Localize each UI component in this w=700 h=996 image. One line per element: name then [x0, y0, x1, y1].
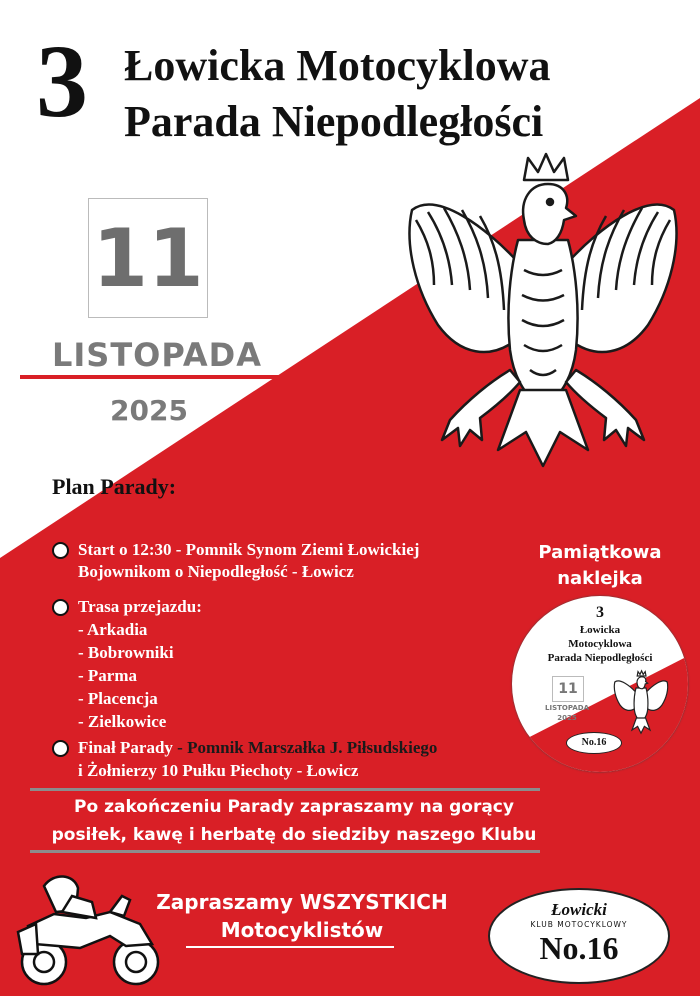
sticker-label-1: Pamiątkowa — [538, 542, 662, 563]
final-place-1: - Pomnik Marszałka J. Piłsudskiego — [177, 738, 438, 757]
route-stop: - Zielkowice — [78, 712, 167, 731]
final-place-2: i Żołnierzy 10 Pułku Piechoty - Łowicz — [78, 761, 359, 780]
plan-title: Plan Parady: — [52, 474, 177, 499]
final-label: Finał Parady — [78, 738, 173, 757]
bullet-icon — [52, 599, 69, 616]
title-line-2: Parada Niepodległości — [124, 97, 544, 146]
route-stop: - Bobrowniki — [78, 643, 174, 662]
route-stop: - Arkadia — [78, 620, 148, 639]
route-stop: - Parma — [78, 666, 138, 685]
sticker-disc — [512, 596, 688, 772]
club-name: Łowicki — [551, 900, 607, 919]
date-month: LISTOPADA — [52, 336, 262, 374]
club-subtitle: KLUB MOTOCYKLOWY — [530, 920, 628, 929]
sticker-line-1: Łowicka — [579, 624, 621, 636]
date-year: 2025 — [110, 394, 188, 427]
invite-line-1: Zapraszamy WSZYSTKICH — [156, 890, 448, 914]
info-rule-top — [30, 788, 540, 791]
route-stop: - Placencja — [78, 689, 158, 708]
sticker-club-number: No.16 — [566, 732, 622, 754]
route-label: Trasa przejazdu: — [78, 597, 202, 616]
start-place-1: - Pomnik Synom Ziemi Łowickiej — [175, 540, 420, 559]
sticker-day: 11 — [552, 676, 584, 702]
white-eagle-icon — [398, 150, 688, 480]
info-line-2: posiłek, kawę i herbatę do siedziby naszego Klubu — [51, 825, 537, 845]
sticker-month: LISTOPADA — [545, 704, 589, 712]
sticker-line-3: Parada Niepodległości — [547, 652, 653, 664]
club-number: No.16 — [539, 930, 619, 966]
invite-line-2: Motocyklistów — [220, 918, 384, 942]
start-line — [78, 539, 419, 561]
bullet-icon — [52, 542, 69, 559]
sticker-number: 3 — [596, 604, 604, 621]
info-line-1: Po zakończeniu Parady zapraszamy na gorący — [74, 797, 514, 817]
bullet-icon — [52, 740, 69, 757]
info-rule-bottom — [30, 850, 540, 853]
invite-underline — [186, 946, 394, 948]
sticker-label — [512, 540, 688, 592]
sticker-line-2: Motocyklowa — [568, 638, 632, 650]
date-day: 11 — [88, 198, 208, 318]
sticker-year: 2025 — [557, 714, 577, 722]
start-label: Start o 12:30 — [78, 540, 172, 559]
sticker-label-2: naklejka — [557, 568, 643, 589]
start-place-2: Bojownikom o Niepodległość - Łowicz — [78, 562, 354, 581]
title-line-1: Łowicka Motocyklowa — [124, 41, 551, 90]
final-line — [78, 737, 437, 759]
edition-number: 3 — [36, 24, 88, 139]
